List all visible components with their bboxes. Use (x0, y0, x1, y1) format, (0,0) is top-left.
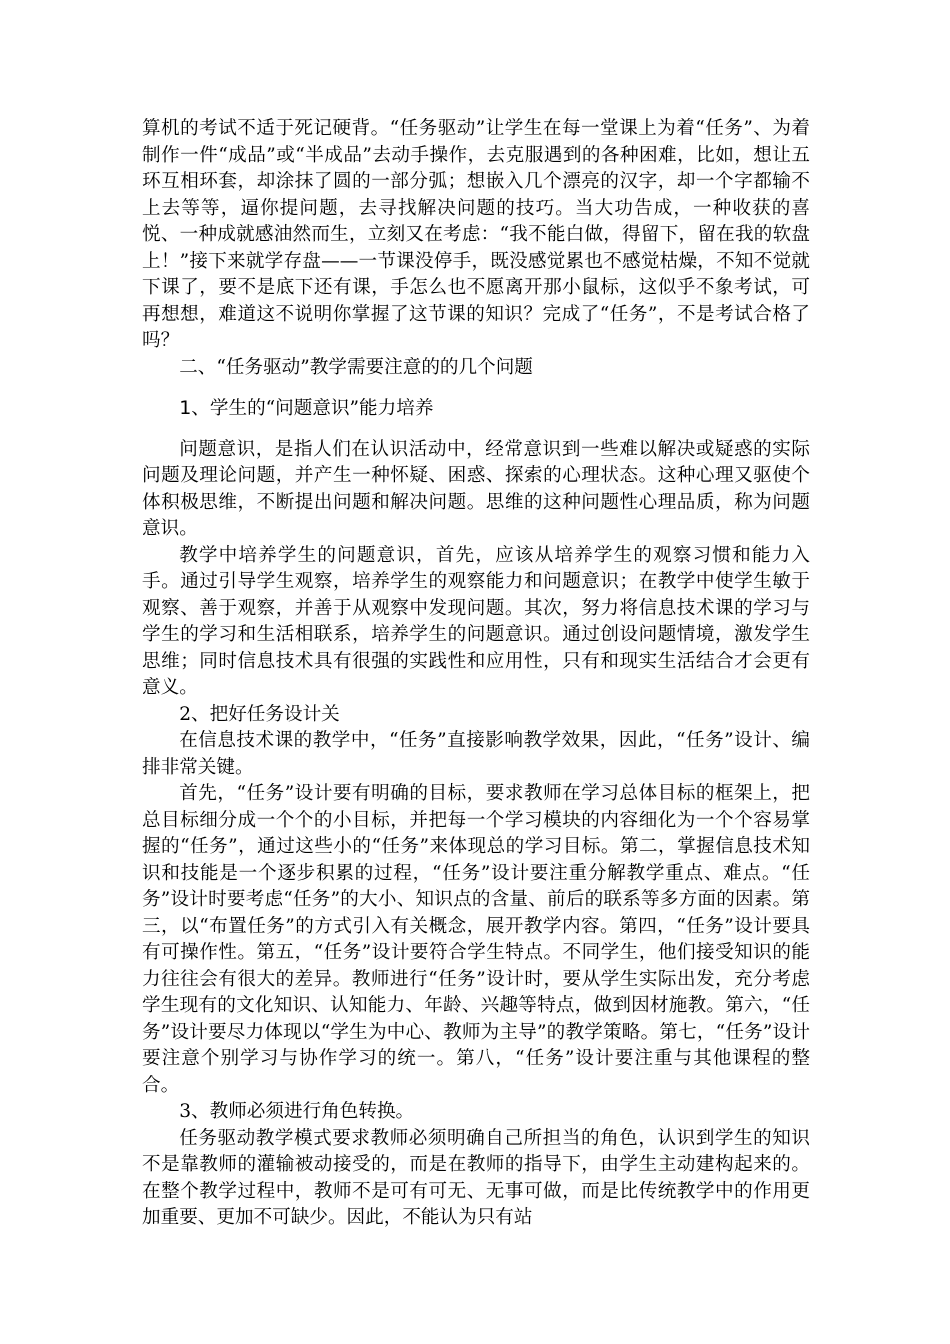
role-change-paragraph: 任务驱动教学模式要求教师必须明确自己所担当的角色，认识到学生的知识不是靠教师的灌输被动接受的，而是在教师的指导下，由学生主动建构起来的。在整个教学过程中，教师不是可有可无、无事可做，而是比传统教学中的作用更加重要、更加不可缺少。因此，不能认为只有站 (142, 1127, 810, 1228)
task-design-detail-paragraph: 首先，“任务”设计要有明确的目标，要求教师在学习总体目标的框架上，把总目标细分成一个个的小目标，并把每一个学习模块的内容细化为一个个容易掌握的“任务”，通过这些小的“任务”来体现总的学习目标。第二，掌握信息技术知识和技能是一个逐步积累的过程，“任务”设计要注重分解教学重点、难点。“任务”设计时要考虑“任务”的大小、知识点的含量、前后的联系等多方面的因素。第三，以“布置任务”的方式引入有关概念，展开教学内容。第四，“任务”设计要具有可操作性。第五，“任务”设计要符合学生特点。不同学生，他们接受知识的能力往往会有很大的差异。教师进行“任务”设计时，要从学生实际出发，充分考虑学生现有的文化知识、认知能力、年龄、兴趣等特点，做到因材施教。第六，“任务”设计要尽力体现以“学生为中心、教师为主导”的教学策略。第七，“任务”设计要注意个别学习与协作学习的统一。第八，“任务”设计要注重与其他课程的整合。 (142, 783, 810, 1096)
cultivation-paragraph: 教学中培养学生的问题意识，首先，应该从培养学生的观察习惯和能力入手。通过引导学生观察，培养学生的观察能力和问题意识；在教学中使学生敏于观察、善于观察，并善于从观察中发现问题。其次，努力将信息技术课的学习与学生的学习和生活相联系，培养学生的问题意识。通过创设问题情境，激发学生思维；同时信息技术具有很强的实践性和应用性，只有和现实生活结合才会更有意义。 (142, 544, 810, 698)
section-heading: 二、“任务驱动”教学需要注意的的几个问题 (179, 356, 533, 378)
problem-awareness-paragraph: 问题意识，是指人们在认识活动中，经常意识到一些难以解决或疑惑的实际问题及理论问题，并产生一种怀疑、困惑、探索的心理状态。这种心理又驱使个体积极思维，不断提出问题和解决问题。思维的这种问题性心理品质，称为问题意识。 (142, 438, 810, 539)
task-design-intro-paragraph: 在信息技术课的教学中，“任务”直接影响教学效果，因此，“任务”设计、编排非常关键。 (142, 730, 810, 778)
subheading-role-change: 3、教师必须进行角色转换。 (179, 1101, 415, 1122)
subheading-task-design: 2、把好任务设计关 (179, 703, 340, 725)
intro-paragraph: 算机的考试不适于死记硬背。“任务驱动”让学生在每一堂课上为着“任务”、为着制作一件“成品”或“半成品”去动手操作，去克服遇到的各种困难，比如，想让五环互相环套，却涂抹了圆的一部分弧；想嵌入几个漂亮的汉字，却一个字都输不上去等等，逼你提问题，去寻找解决问题的技巧。当大功告成，一种收获的喜悦、一种成就感油然而生，立刻又在考虑：“我不能白做，得留下，留在我的软盘上！”接下来就学存盘——一节课没停手，既没感觉累也不感觉枯燥，不知不觉就下课了，要不是底下还有课，手怎么也不愿离开那小鼠标，这似乎不象考试，可再想想，难道这不说明你掌握了这节课的知识？完成了“任务”，不是考试合格了吗？ (142, 118, 810, 351)
subheading-problem-awareness (142, 395, 810, 423)
subheading-number: 1 (179, 397, 192, 419)
subheading-text: 、学生的“问题意识”能力培养 (191, 398, 434, 419)
document-page (142, 116, 810, 1232)
